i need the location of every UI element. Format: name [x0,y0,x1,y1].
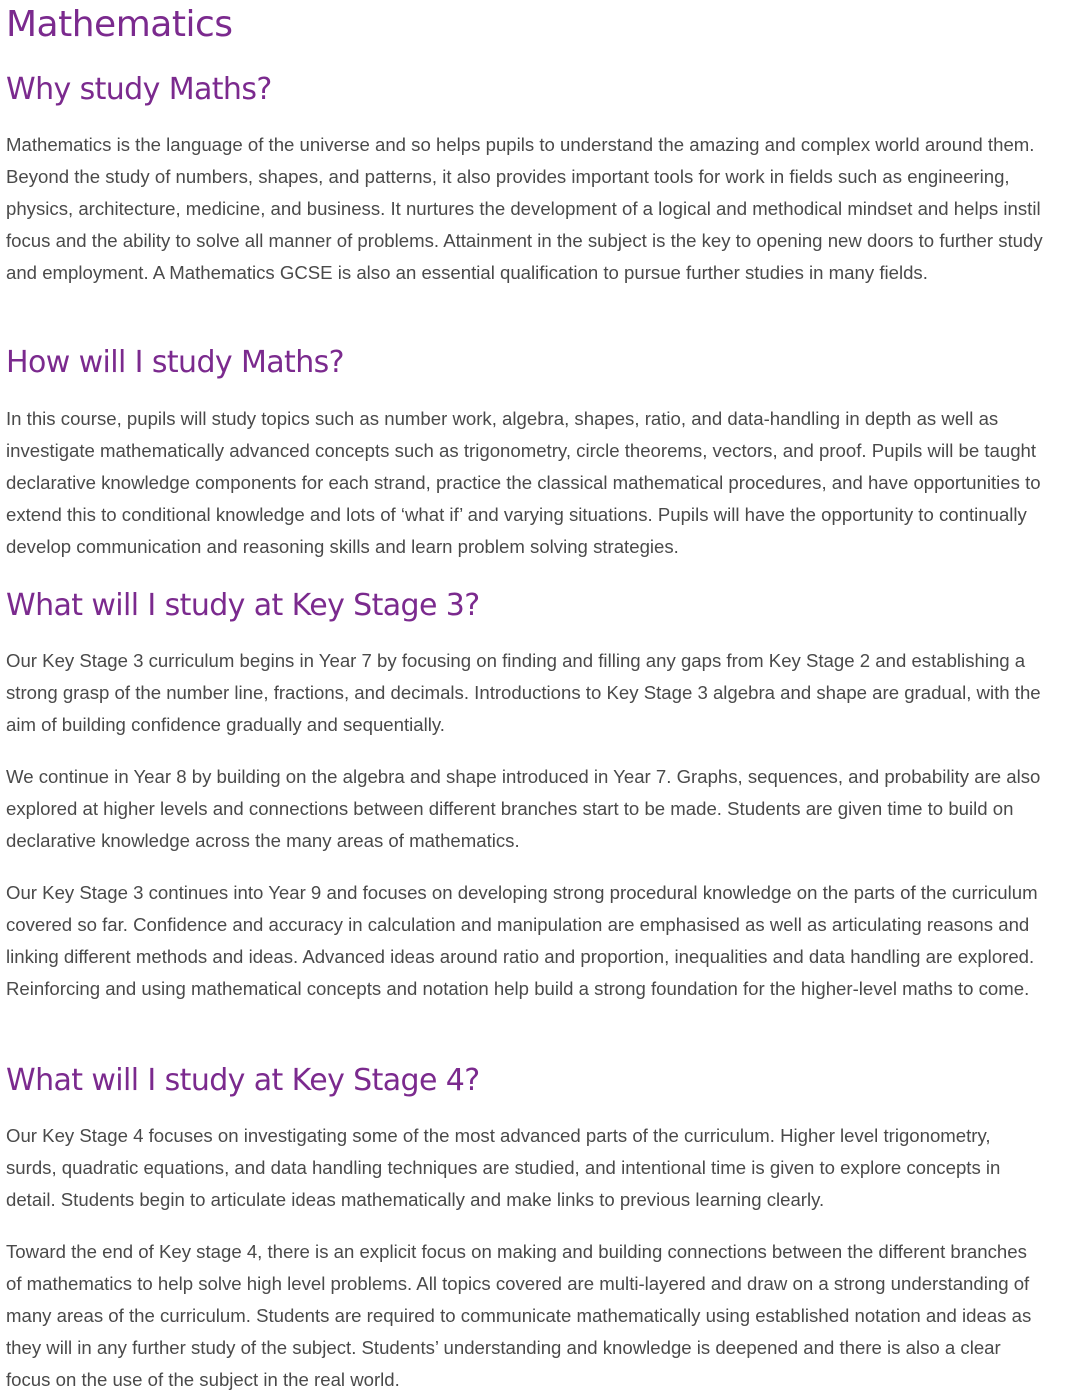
page-title: Mathematics [6,4,233,45]
section-heading-key-stage-4: What will I study at Key Stage 4? [6,1063,480,1098]
paragraph-key-stage-4-overview: Our Key Stage 4 focuses on investigating some of the most advanced parts of the curriculum. Higher level trigonometry, surds, quadratic equations, and data handling techniques are studied, and intentional time is given to explore concepts in detail. Students begin to articulate ideas mathematically and make links to previous learning clearly. [6,1125,1001,1210]
paragraph-how-study: In this course, pupils will study topics such as number work, algebra, shapes, ratio, and data-handling in depth as well as investigate mathematically advanced concepts such as trigonometry, circle theorems, vectors, and proof. Pupils will be taught declarative knowledge components for each strand, practice the classical mathematical procedures, and have opportunities to extend this to conditional knowledge and lots of ‘what if’ and varying situations. Pupils will have the opportunity to continually develop communication and reasoning skills and learn problem solving strategies. [6,408,1041,557]
paragraph-key-stage-3-year-8: We continue in Year 8 by building on the algebra and shape introduced in Year 7. Graphs, sequences, and probability are also explored at higher levels and connections between different branches start to be made. Students are given time to build on declarative knowledge across the many areas of mathematics. [6,766,1041,851]
paragraph-why-study: Mathematics is the language of the universe and so helps pupils to understand the amazing and complex world around them. Beyond the study of numbers, shapes, and patterns, it also provides important tools for work in fields such as engineering, physics, architecture, medicine, and business. It nurtures the development of a logical and methodical mindset and helps instil focus and the ability to solve all manner of problems. Attainment in the subject is the key to opening new doors to further study and employment. A Mathematics GCSE is also an essential qualification to pursue further studies in many fields. [6,134,1043,283]
section-heading-how-study: How will I study Maths? [6,345,344,380]
section-heading-why-study: Why study Maths? [6,72,272,107]
section-heading-key-stage-3: What will I study at Key Stage 3? [6,588,480,623]
paragraph-key-stage-3-year-7: Our Key Stage 3 curriculum begins in Year 7 by focusing on finding and filling any gaps from Key Stage 2 and establishing a strong grasp of the number line, fractions, and decimals. Introductions to Key Stage 3 algebra and shape are gradual, with the aim of building confidence gradually and sequentially. [6,650,1041,735]
paragraph-key-stage-4-end: Toward the end of Key stage 4, there is an explicit focus on making and building connections between the different branches of mathematics to help solve high level problems. All topics covered are multi-layered and draw on a strong understanding of many areas of the curriculum. Students are required to communicate mathematically using established notation and ideas as they will in any further study of the subject. Students’ understanding and knowledge is deepened and there is also a clear focus on the use of the subject in the real world. [6,1241,1032,1390]
paragraph-key-stage-3-year-9: Our Key Stage 3 continues into Year 9 and focuses on developing strong procedural knowledge on the parts of the curriculum covered so far. Confidence and accuracy in calculation and manipulation are emphasised as well as articulating reasons and linking different methods and ideas. Advanced ideas around ratio and proportion, inequalities and data handling are explored. Reinforcing and using mathematical concepts and notation help build a strong foundation for the higher-level maths to come. [6,882,1038,999]
